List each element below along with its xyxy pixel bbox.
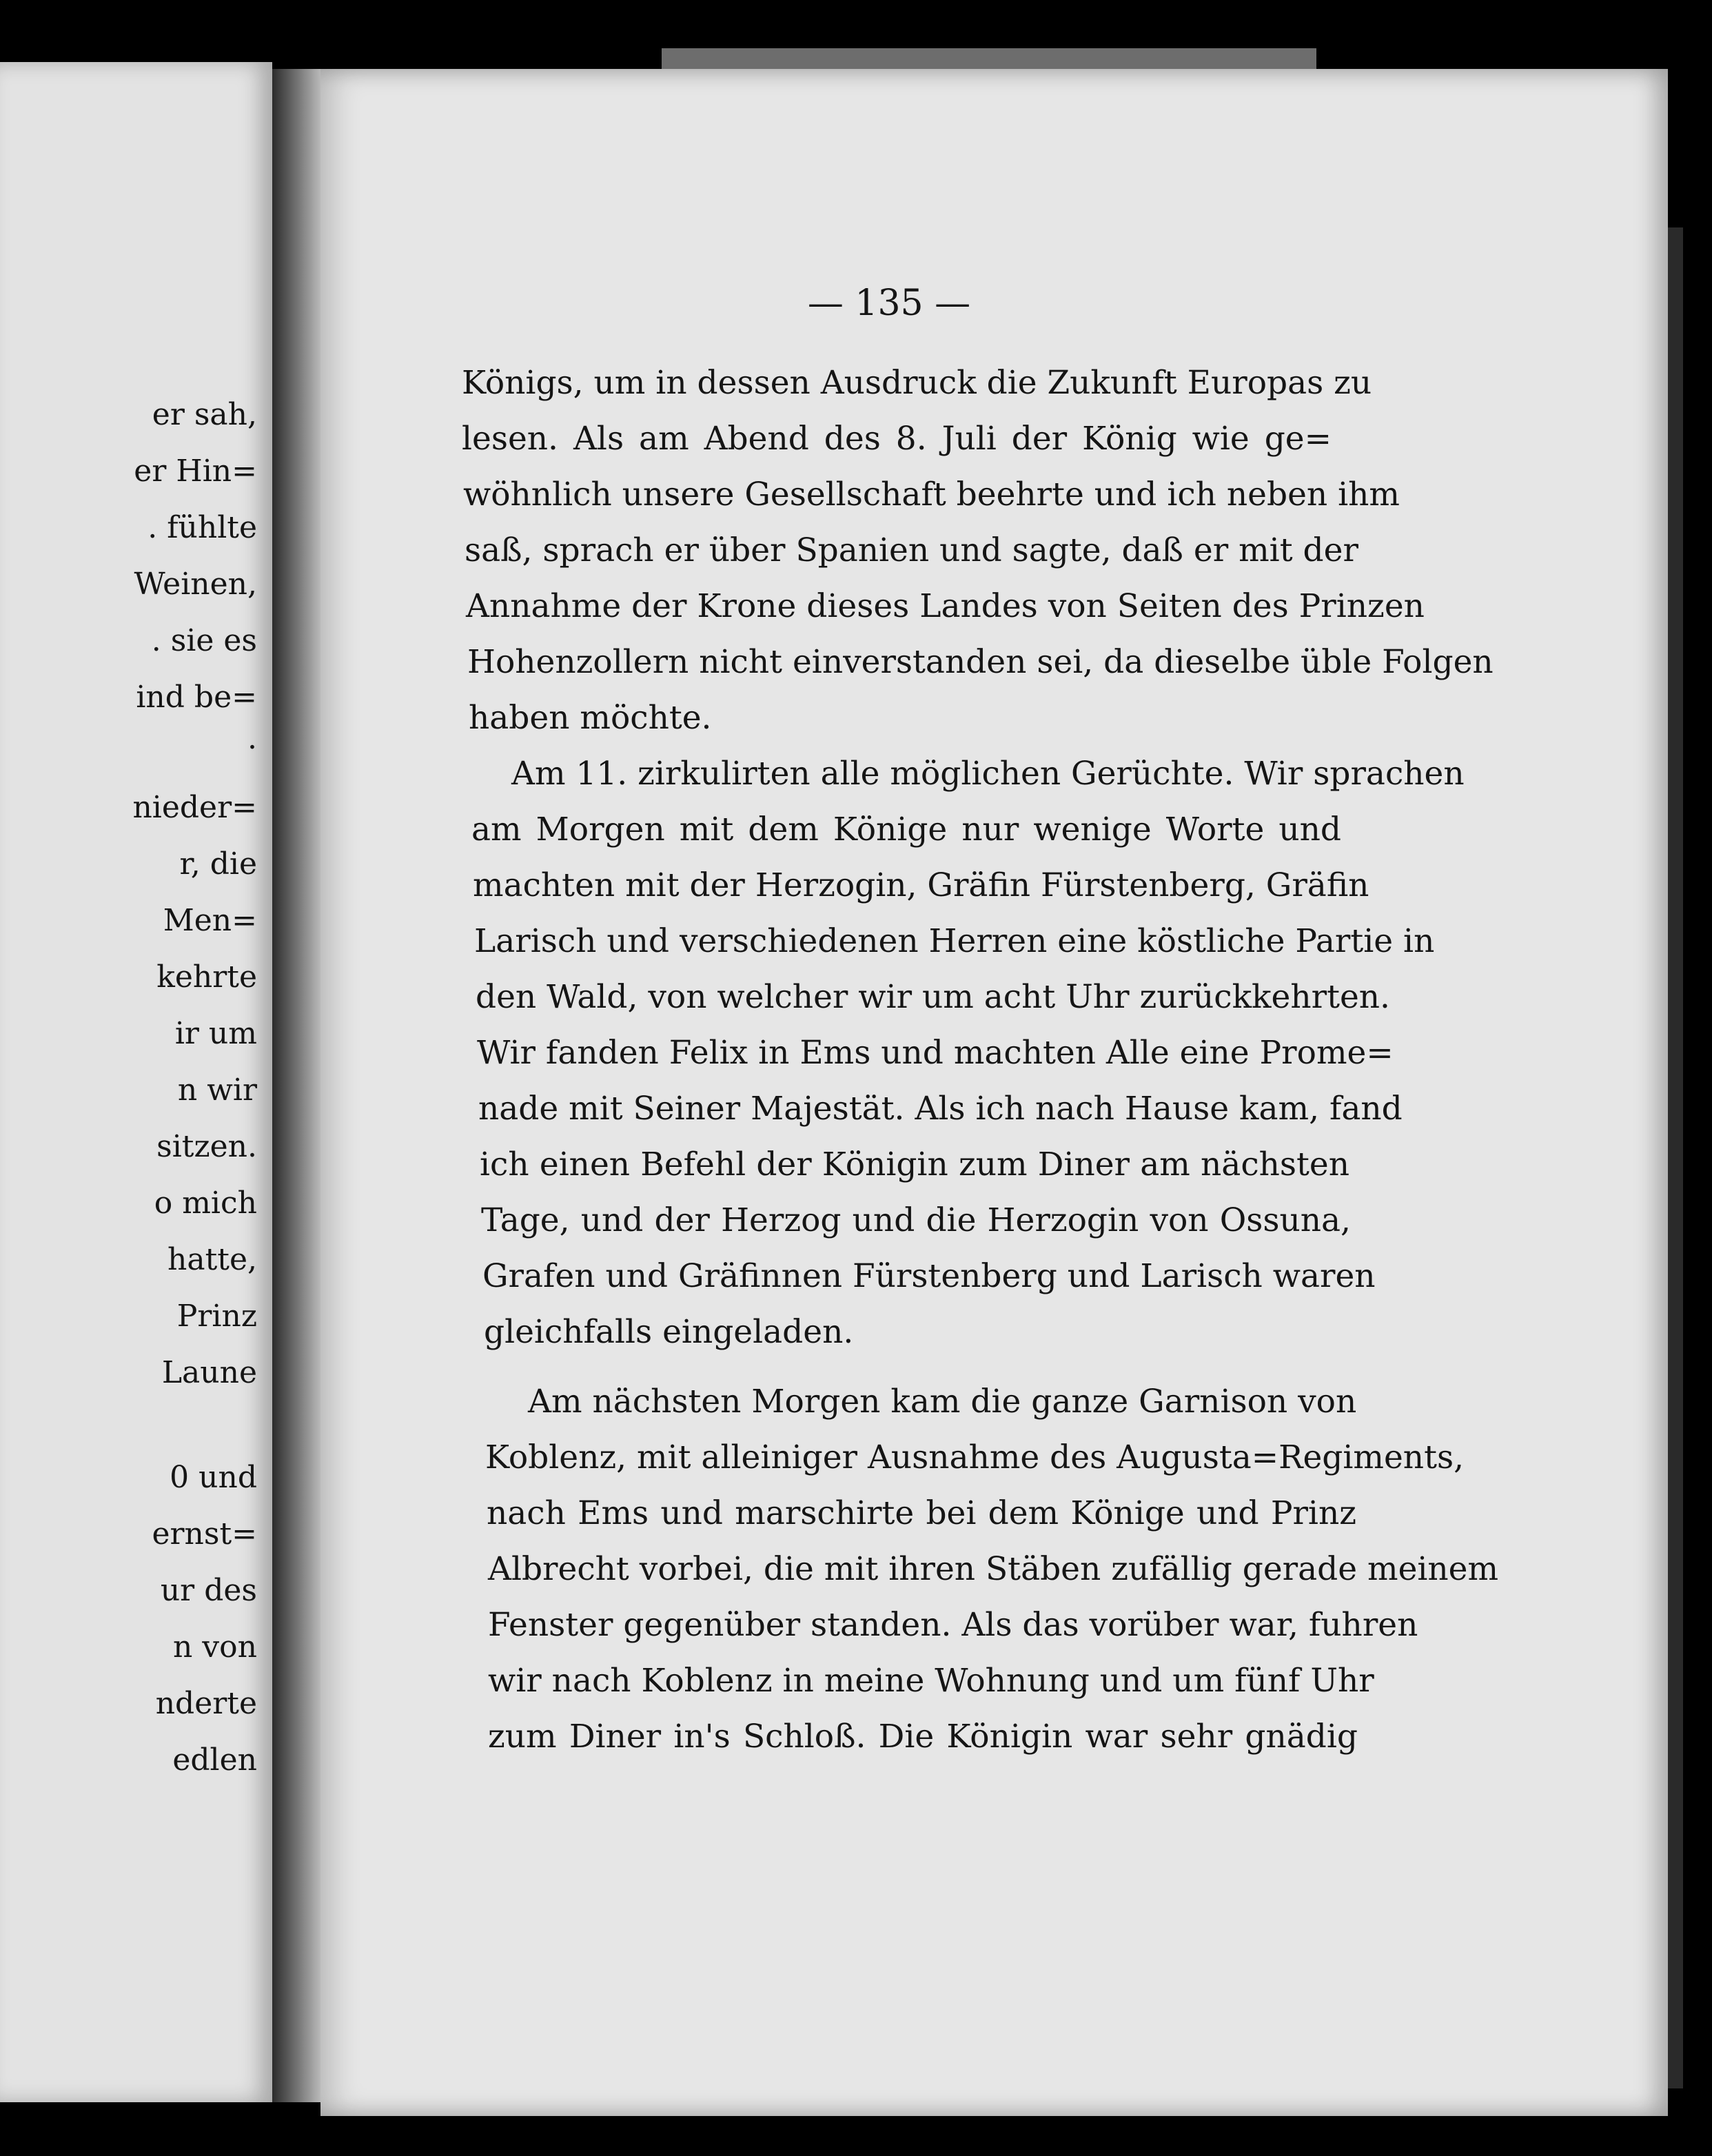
left-page-line: Laune	[161, 1355, 257, 1390]
text-line: Grafen und Gräfinnen Fürstenberg und Larisch waren	[482, 1257, 1376, 1295]
book-gutter	[272, 69, 320, 2102]
left-page-line: . sie es	[151, 623, 257, 658]
left-page-line: kehrte	[156, 959, 257, 995]
left-page-line: Men=	[163, 903, 257, 938]
left-page-line: er sah,	[152, 397, 257, 432]
page-edge-shadow	[1668, 227, 1683, 2088]
text-line: Am 11. zirkulirten alle möglichen Gerüchte. Wir sprachen	[511, 755, 1465, 793]
left-page-line: nderte	[155, 1686, 257, 1721]
left-page-line: sitzen.	[156, 1129, 257, 1164]
left-page-line: . fühlte	[147, 510, 257, 545]
text-line: Fenster gegenüber standen. Als das vorüber war, fuhren	[488, 1606, 1418, 1644]
left-page-line: r, die	[179, 846, 257, 882]
text-line: Hohenzollern nicht einverstanden sei, da dieselbe üble Folgen	[467, 643, 1494, 681]
text-line: lesen. Als am Abend des 8. Juli der König wie ge=	[462, 420, 1332, 458]
text-line: zum Diner in's Schloß. Die Königin war sehr gnädig	[488, 1718, 1358, 1756]
text-line: Annahme der Krone dieses Landes von Seiten des Prinzen	[466, 587, 1425, 625]
text-line: Am nächsten Morgen kam die ganze Garnison von	[528, 1383, 1357, 1421]
left-page-line: nieder=	[132, 790, 257, 825]
left-page-line: ur des	[160, 1573, 257, 1608]
left-page-line: .	[247, 721, 257, 756]
left-page-line: 0 und	[170, 1460, 257, 1495]
text-line: Tage, und der Herzog und die Herzogin von Ossuna,	[481, 1201, 1351, 1239]
text-line: am Morgen mit dem Könige nur wenige Worte und	[471, 811, 1341, 848]
text-line: wöhnlich unsere Gesellschaft beehrte und ich neben ihm	[463, 476, 1400, 513]
text-line: nade mit Seiner Majestät. Als ich nach Hause kam, fand	[478, 1090, 1403, 1128]
left-page-line: hatte,	[167, 1242, 257, 1277]
left-page-line: n wir	[177, 1072, 257, 1108]
text-line: haben möchte.	[469, 699, 712, 737]
left-page	[0, 62, 272, 2102]
left-page-line: Weinen,	[134, 567, 257, 602]
left-page-line: ernst=	[152, 1516, 257, 1552]
left-page-line: n von	[172, 1629, 257, 1665]
text-line: den Wald, von welcher wir um acht Uhr zurückkehrten.	[476, 978, 1390, 1016]
text-line: Albrecht vorbei, die mit ihren Stäben zufällig gerade meinem	[488, 1550, 1499, 1588]
text-line: gleichfalls eingeladen.	[484, 1313, 854, 1351]
left-page-line: Prinz	[176, 1299, 257, 1334]
text-line: nach Ems und marschirte bei dem Könige und Prinz	[487, 1494, 1356, 1532]
text-line: Königs, um in dessen Ausdruck die Zukunft Europas zu	[462, 364, 1372, 402]
text-line: saß, sprach er über Spanien und sagte, daß er mit der	[465, 531, 1358, 569]
left-page-line: edlen	[172, 1742, 257, 1778]
page-number: — 135 —	[807, 283, 971, 324]
left-page-line: ir um	[174, 1016, 257, 1051]
text-line: ich einen Befehl der Königin zum Diner am nächsten	[480, 1146, 1349, 1183]
text-line: Larisch und verschiedenen Herren eine köstliche Partie in	[474, 922, 1435, 960]
text-line: wir nach Koblenz in meine Wohnung und um fünf Uhr	[488, 1662, 1374, 1700]
left-page-line: er Hin=	[134, 454, 257, 489]
text-line: machten mit der Herzogin, Gräfin Fürstenberg, Gräfin	[473, 866, 1369, 904]
left-page-line: o mich	[154, 1186, 257, 1221]
left-page-line: ind be=	[136, 680, 257, 715]
text-line: Koblenz, mit alleiniger Ausnahme des Augusta=Regiments,	[485, 1438, 1465, 1476]
text-line: Wir fanden Felix in Ems und machten Alle eine Prome=	[477, 1034, 1394, 1072]
